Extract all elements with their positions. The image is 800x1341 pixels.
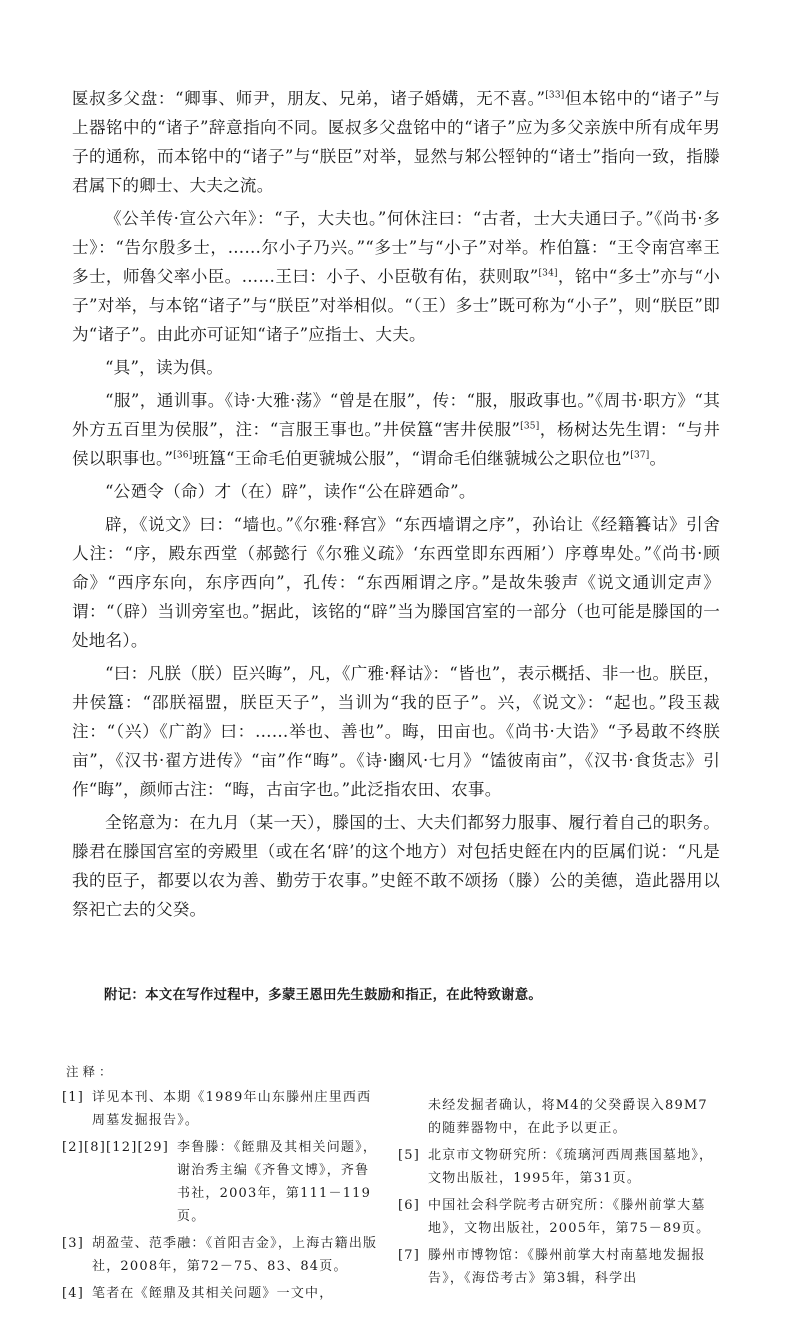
paragraph-text: “服”，通训事。《诗·大雅·荡》“曾是在服”，传：“服，服政事也。”《周书·职方》“其外方五百里为侯服”，注：“言服王事也。”井侯簋“害井侯服” bbox=[72, 391, 720, 439]
paragraph bbox=[72, 84, 720, 200]
paragraph-text: 匽叔多父盘：“卿事、师尹，朋友、兄弟，诸子婚媾，无不喜。” bbox=[72, 89, 546, 108]
note-text: 未经发掘者确认，将M4的父癸爵误入89M7的随葬器物中，在此予以更正。 bbox=[428, 1098, 708, 1136]
notes-column-left bbox=[62, 1086, 380, 1309]
paragraph-text: 班簋“王命毛伯更虢城公服”，“谓命毛伯继虢城公之职位也” bbox=[192, 449, 631, 468]
note-number: [2][8][12][29] bbox=[62, 1140, 170, 1155]
note-text: 滕州市博物馆：《滕州前掌大村南墓地发掘报告》，《海岱考古》第3辑，科学出 bbox=[428, 1248, 706, 1286]
footnote-ref: [33] bbox=[545, 90, 565, 101]
note-number: [3] bbox=[62, 1236, 85, 1251]
article-body bbox=[72, 84, 720, 928]
note-item bbox=[62, 1136, 380, 1228]
notes-heading: 注释： bbox=[66, 1064, 116, 1079]
footnote-ref: [35] bbox=[520, 421, 540, 432]
note-text: 笔者在《䬹鼎及其相关问题》一文中， bbox=[92, 1286, 334, 1301]
note-item bbox=[62, 1282, 380, 1305]
paragraph: “具”，读为俱。 bbox=[105, 358, 224, 377]
note-text: 详见本刊、本期《1989年山东滕州庄里西西周墓发掘报告》。 bbox=[92, 1090, 372, 1128]
note-item bbox=[398, 1244, 716, 1290]
footnote-ref: [36] bbox=[173, 450, 193, 461]
note-item bbox=[398, 1144, 716, 1190]
paragraph: 辟，《说文》曰：“墙也。”《尔雅·释宫》“东西墙谓之序”，孙诒让《经籍籑诂》引舍人注：“序，殿东西堂（郝懿行《尔雅义疏》‘东西堂即东西厢’）序尊卑处。”《尚书·顾命》“西序东向，东序西向”，孔传：“东西厢谓之序。”是故朱骏声《说文通训定声》谓：“（辟）当训旁室也。”据此，该铭的“辟”当为滕国宫室的一部分（也可能是滕国的一处地名）。 bbox=[72, 515, 720, 650]
note-number: [7] bbox=[398, 1248, 421, 1263]
note-text: 胡盈莹、范季融：《首阳吉金》，上海古籍出版社，2008年，第72－75、83、84页。 bbox=[92, 1236, 378, 1274]
note-text: 北京市文物研究所：《琉璃河西周燕国墓地》，文物出版社，1995年，第31页。 bbox=[428, 1148, 714, 1186]
paragraph-text: ，铭中“多士”亦与“小子”对举，与本铭“诸子”与“朕臣”对举相似。“（王）多士”既可称为“小子”，则“朕臣”即为“诸子”。由此亦可证知“诸子”应指士、大夫。 bbox=[72, 267, 720, 344]
notes-column-right bbox=[398, 1094, 716, 1294]
footnote-ref: [34] bbox=[538, 268, 558, 279]
paragraph: “曰：凡朕（朕）臣兴晦”，凡，《广雅·释诂》：“皆也”，表示概括、非一也。朕臣，井侯簋：“邵朕福盟，朕臣天子”，当训为“我的臣子”。兴，《说文》：“起也。”段玉裁注：“（兴）《广韵》曰：……举也、善也”。晦，田亩也。《尚书·大诰》“予曷敢不终朕亩”，《汉书·翟方进传》“亩”作“晦”。《诗·豳风·七月》“馌彼南亩”，《汉书·食货志》引作“晦”，颜师古注：“晦，古亩字也。”此泛指农田、农事。 bbox=[72, 664, 720, 799]
paragraph: “公廼令（命）才（在）辟”，读作“公在辟廼命”。 bbox=[105, 482, 476, 501]
footnote-ref: [37] bbox=[630, 450, 650, 461]
note-text: 李鲁滕：《䬹鼎及其相关问题》，谢治秀主编《齐鲁文博》，齐鲁书社，2003年，第111－119页。 bbox=[177, 1140, 378, 1224]
note-item bbox=[62, 1232, 380, 1278]
paragraph bbox=[72, 204, 720, 349]
note-number: [6] bbox=[398, 1198, 421, 1213]
note-item bbox=[398, 1194, 716, 1240]
paragraph-text: ，杨树达先生谓：“与井侯以职事也。” bbox=[72, 420, 721, 468]
paragraph: 全铭意为：在九月（某一天），滕国的士、大夫们都努力服事、履行着自己的职务。滕君在滕国宫室的旁殿里（或在名‘辟’的这个地方）对包括史䬹在内的臣属们说：“凡是我的臣子，都要以农为善、勤劳于农事。”史䬹不敢不颂扬（滕）公的美德，造此器用以祭祀亡去的父癸。 bbox=[72, 813, 720, 919]
paragraph-text: 《公羊传·宣公六年》：“子，大夫也。”何休注曰：“古者，士大夫通曰子。”《尚书·多士》：“告尔殷多士，……尔小子乃兴。”“多士”与“小子”对举。柞伯簋：“王令南宫率王多士，师魯父率小臣。……王曰：小子、小臣敬有佑，获则取” bbox=[72, 209, 720, 286]
note-item bbox=[398, 1094, 716, 1140]
note-number: [1] bbox=[62, 1090, 85, 1105]
note-number: [4] bbox=[62, 1286, 85, 1301]
note-number: [5] bbox=[398, 1148, 421, 1163]
paragraph: “服”，通训事。《诗·大雅·荡》“曾是在服”，传：“服，服政事也。”《周书·职方》“其外方五百里为侯服”，注：“言服王事也。”井侯簋“害井侯服”[35]，杨树达先生谓：“与井侯以职事也。”[36]班簋“王命毛伯更虢城公服”，“谓命毛伯继虢城公之职位也”[37]。 bbox=[72, 391, 721, 468]
note-item bbox=[62, 1086, 380, 1132]
paragraph-text: 但本铭中的“诸子”与上器铭中的“诸子”辞意指向不同。匽叔多父盘铭中的“诸子”应为多父亲族中所有成年男子的通称，而本铭中的“诸子”与“朕臣”对举，显然与邾公牼钟的“诸士”指向一致，指滕君属下的卿士、大夫之流。 bbox=[72, 89, 721, 195]
note-text: 中国社会科学院考古研究所：《滕州前掌大墓地》，文物出版社，2005年，第75－89页。 bbox=[428, 1198, 711, 1236]
acknowledgement: 附记：本文在写作过程中，多蒙王恩田先生鼓励和指正，在此特致谢意。 bbox=[104, 988, 543, 1003]
